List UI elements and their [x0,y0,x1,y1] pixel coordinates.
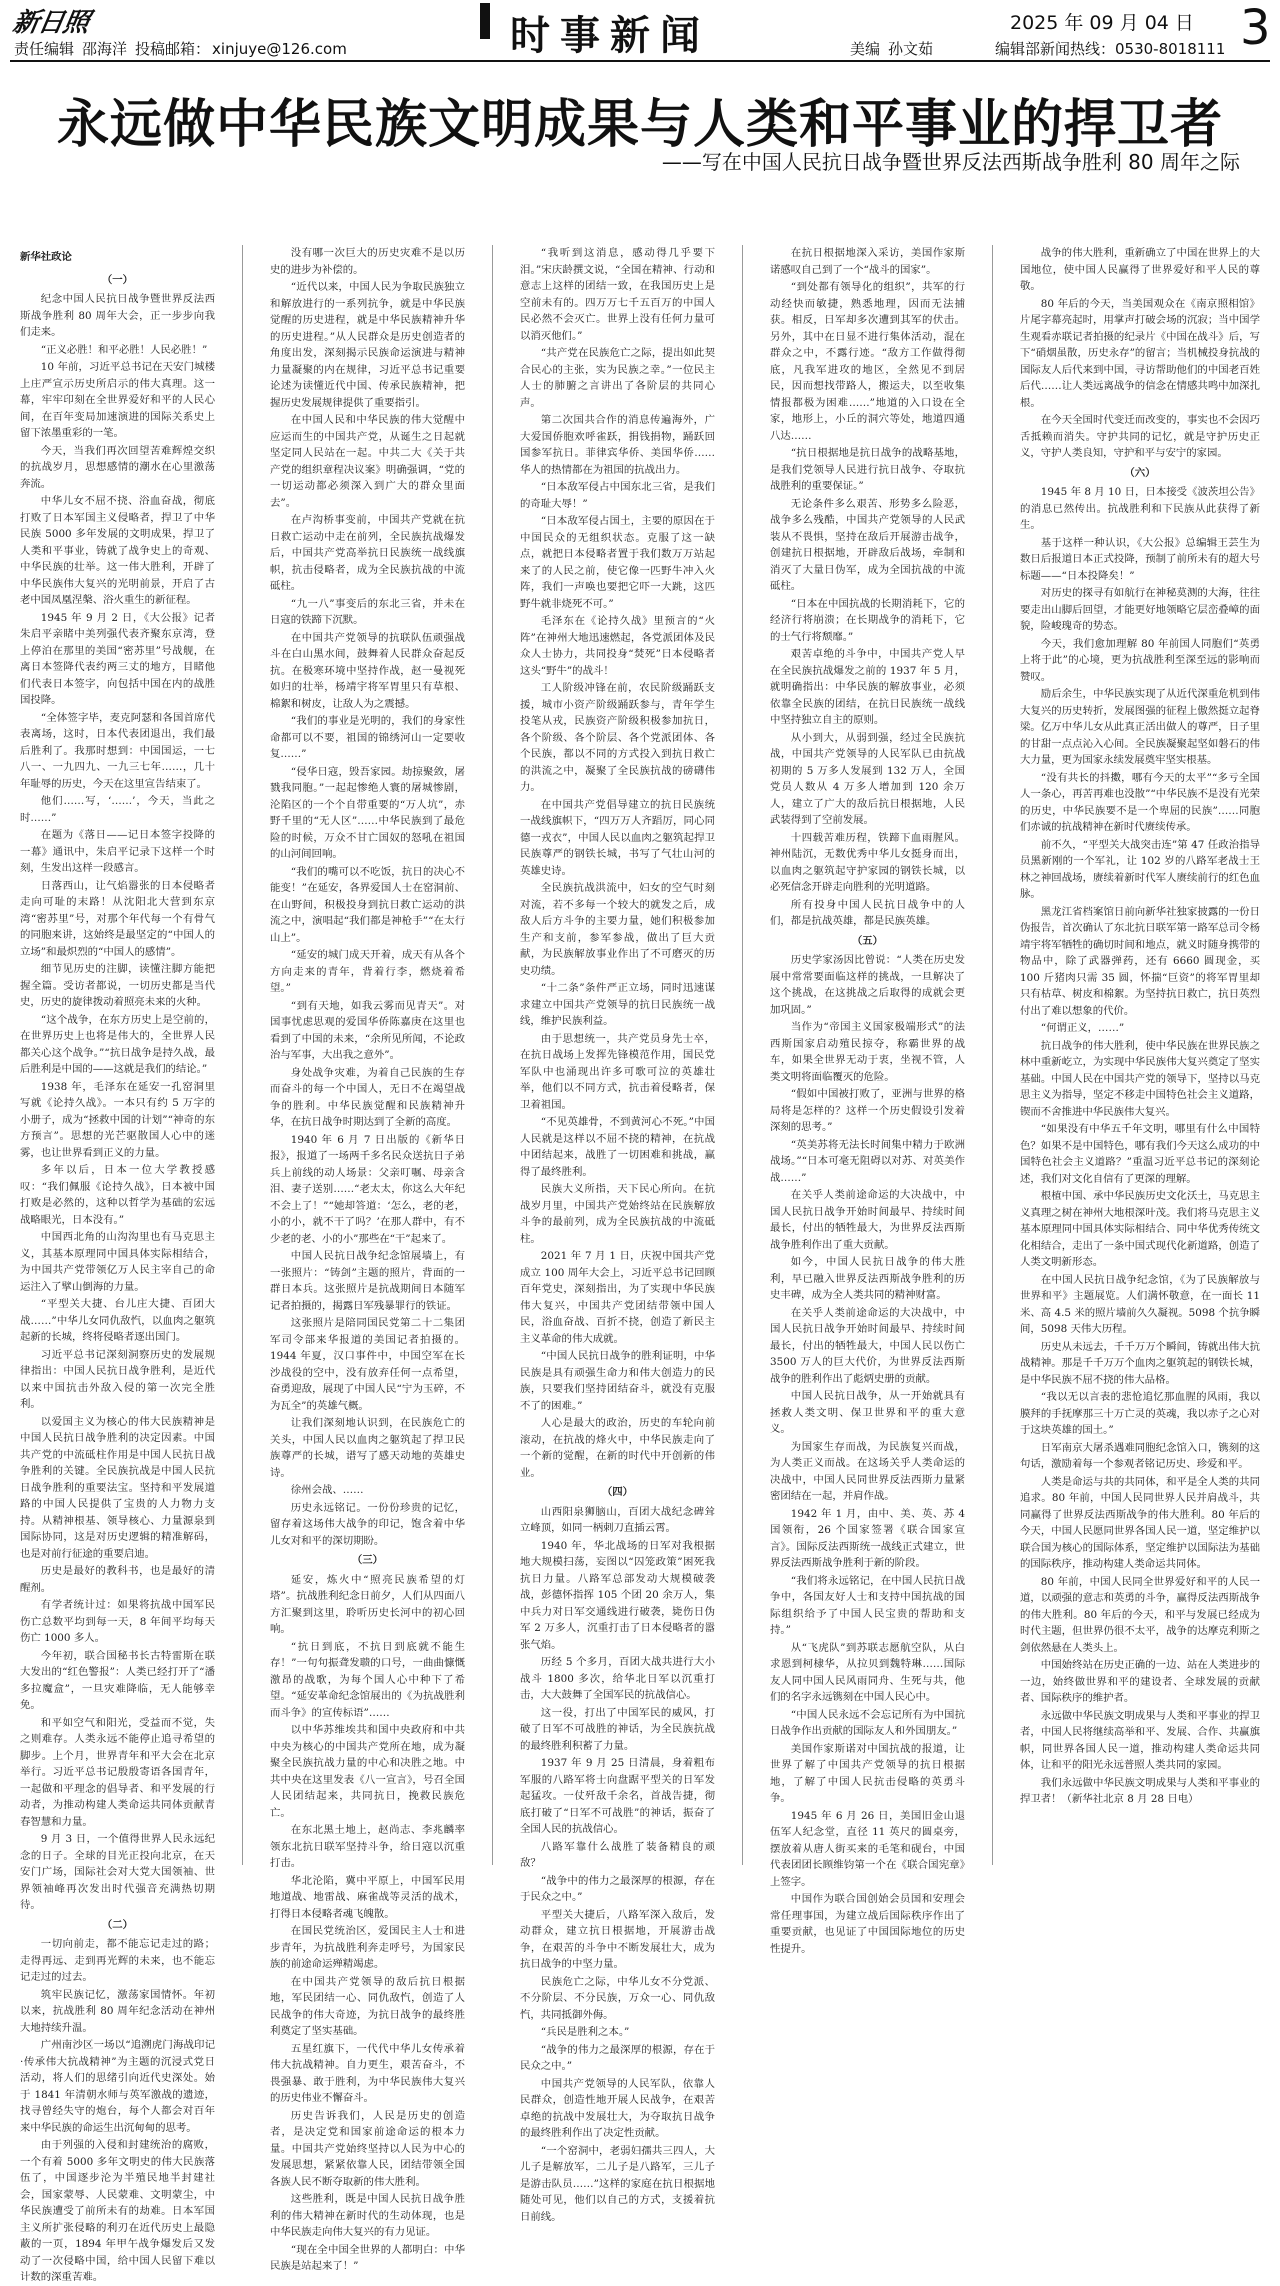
newspaper-logo: 新日照 [10,8,91,38]
article-paragraph: “十二条”条件严正立场，同时迅速谋求建立中国共产党领导的抗日民族统一战线，维护民族利益。 [520,982,715,1027]
section-number: （三） [351,1554,384,1566]
article-paragraph: 历史从未远去，千千万万个瞬间，铸就出伟大抗战精神。那是千千万万个血肉之躯筑起的钢铁长城，是中华民族不屈不挠的伟大品格。 [1020,1340,1260,1386]
article-paragraph: 当作为“帝国主义国家极端形式”的法西斯国家启动殖民掠夺，称霸世界的战车，如果全世界无动于衷，坐视不管，人类文明将面临覆灭的危险。 [770,1021,965,1083]
article-paragraph: 在卢沟桥事变前，中国共产党就在抗日救亡运动中走在前列，全民族抗战爆发后，中国共产党高举抗日民族统一战线旗帜，抗击侵略者，成为全民族抗战的中流砥柱。 [270,514,465,592]
article-paragraph: 日军南京大屠杀遇难同胞纪念馆入口，镌刻的这句话，激励着每一个参观者铭记历史、珍爱和平。 [1020,1441,1260,1470]
article-paragraph: 细节见历史的注脚，读懂注脚方能把握全篇。受访者都说，一切历史都是当代史，历史的旋律拨动着照亮未来的火种。 [20,963,215,1008]
article-column-4 [770,245,965,1955]
article-paragraph: 没有哪一次巨大的历史灾难不是以历史的进步为补偿的。 [270,247,465,276]
article-paragraph: 为国家生存而战，为民族复兴而战，为人类正义而战。在这场关乎人类命运的决战中，中国人民同世界反法西斯力量紧密团结在一起，并肩作战。 [770,1440,965,1502]
article-paragraph: 延安，炼火中“照亮民族希望的灯塔”。抗战胜利纪念日前夕，人们从四面八方汇聚到这里，聆听历史长河中的初心回响。 [270,1573,465,1635]
article-paragraph: 十四载苦难历程，铁蹄下血雨腥风。神州陆沉，无数优秀中华儿女挺身而出，以血肉之躯筑起守护家园的钢铁长城，以必死信念开辟走向胜利的光明道路。 [770,831,965,893]
article-paragraph: “假如中国被打败了，亚洲与世界的格局将是怎样的？这样一个历史假设引发着深刻的思考。” [770,1088,965,1133]
article-paragraph: “现在全中国全世界的人都明白：中华民族是站起来了！” [270,2243,465,2272]
article-paragraph: 今年初，联合国秘书长古特雷斯在联大发出的“红色警报”：人类已经打开了“潘多拉魔盒”，一旦灾难降临，无人能够幸免。 [20,1649,215,1711]
article-paragraph: “兵民是胜利之本。” [540,2026,630,2038]
article-paragraph: 在关乎人类前途命运的大决战中，中国人民抗日战争开始时间最早、持续时间最长，付出的牺牲最大，为世界反法西斯战争胜利作出了重大贡献。 [770,1189,965,1251]
issue-date: 2025 年 09 月 04 日 [1010,12,1194,34]
article-paragraph: 纪念中国人民抗日战争暨世界反法西斯战争胜利 80 周年大会，正一步步向我们走来。 [20,293,215,338]
article-paragraph: “中国人民抗日战争的胜利证明，中华民族是具有顽强生命力和伟大创造力的民族，只要我们坚持团结奋斗，就没有克服不了的困难。” [520,1350,715,1412]
article-paragraph: 对历史的探寻有如航行在神秘莫测的大海，往往要走出山脚后回望，才能更好地领略它层峦叠嶂的面貌，险峻瑰奇的势态。 [1020,587,1260,632]
article-paragraph: “战争的伟力之最深厚的根源，存在于民众之中。” [520,2043,715,2072]
article-paragraph: “抗日根据地是抗日战争的战略基地，是我们党领导人民进行抗日战争、夺取抗战胜利的重要保证。” [770,447,965,492]
article-paragraph: “平型关大捷、台儿庄大捷、百团大战……”中华儿女同仇敌忾，以血肉之躯筑起新的长城，终将侵略者逐出国门。 [20,1298,215,1343]
editor-info [14,38,355,59]
article-paragraph: 美国作家斯诺对中国抗战的报道，让世界了解了中国共产党领导的抗日根据地，了解了中国人民抗击侵略的英勇斗争。 [770,1742,965,1804]
article-paragraph: 2021 年 7 月 1 日，庆祝中国共产党成立 100 周年大会上，习近平总书记回顾百年党史，深刻指出，为了实现中华民族伟大复兴，中国共产党团结带领中国人民，浴血奋战、百折不挠，创造了新民主主义革命的伟大成就。 [520,1250,715,1345]
article-paragraph: 我们永远做中华民族文明成果与人类和平事业的捍卫者！（新华社北京 8 月 28 日电） [1020,1776,1260,1805]
section-number: （六） [1124,466,1156,479]
article-paragraph: 在题为《落日——记日本签字投降的一幕》通讯中，朱启平记录下这样一个时刻，生发出这样一段感言。 [20,829,215,874]
article-paragraph: “抗日到底，不抗日到底就不能生存！”一句句振聋发聩的口号，一曲曲慷慨激昂的战歌，为每个国人心中种下了希望。“延安革命纪念馆展出的《为抗战胜利而斗争》的宣传标语”…… [270,1640,465,1719]
article-paragraph: 在中国共产党领导的抗联队伍顽强战斗在白山黑水间，鼓舞着人民群众奋起反抗。在极寒环境中坚持作战，赵一曼视死如归的壮举，杨靖宇将军胃里只有草根、棉絮和树皮，让敌人为之震撼。 [270,631,465,710]
article-paragraph: 人心是最大的政治，历史的车轮向前滚动，在抗战的烽火中，中华民族走向了一个新的觉醒，在新的时代中开创新的伟业。 [520,1417,715,1479]
article-paragraph: “侵华日寇，毁吾家园。劫掠聚敛，屠戮我同胞。”一起起惨绝人寰的屠城惨剧，沦陷区的一个个自带重要的“万人坑”，赤野千里的“无人区”……中华民族到了最危险的时候，万众不甘亡国奴的怒吼在祖国的山河间回响。 [270,765,465,860]
article-paragraph: 华北沦陷，冀中平原上，中国军民用地道战、地雷战、麻雀战等灵活的战术，打得日本侵略者魂飞魄散。 [270,1874,465,1920]
article-paragraph: 这张照片是陪同国民党第二十二集团军司令部来华报道的美国记者拍摄的。1944 年夏，汉口事件中，中国空军在长沙战役的空中，没有放弃任何一点希望，奋勇迎敌，展现了中国人民“宁为玉碎，不为瓦全”的英雄气概。 [270,1317,465,1412]
article-paragraph: 战争的伟大胜利，重新确立了中国在世界上的大国地位，使中国人民赢得了世界爱好和平人民的尊敬。 [1020,247,1260,292]
article-paragraph: “日本敌军侵占国土，主要的原因在于中国民众的无组织状态。克服了这一缺点，就把日本侵略者置于我们数万万站起来了的人民之前，使它像一匹野牛冲入火阵，我们一声唤也要把它吓一大跳，这匹野牛就非烧死不可。” [520,515,715,610]
article-paragraph: 在中国共产党领导的敌后抗日根据地，军民团结一心、同仇敌忾，创造了人民战争的伟大奇迹，为抗日战争的最终胜利奠定了坚实基础。 [270,1975,465,2037]
article-paragraph: 八路军靠什么战胜了装备精良的顽敌？ [520,1840,715,1869]
article-paragraph: 工人阶级冲锋在前，农民阶级踊跃支援，城市小资产阶级踊跃参与，青年学生投笔从戎，民族资产阶级积极参加抗日，各个阶级、各个阶层、各个党派团体、各个民族，都以不同的方式投入到抗日救亡的洪流之中，凝聚了全民族抗战的磅礴伟力。 [520,682,715,793]
article-paragraph: 在今天全国时代变迁而改变的，事实也不会因巧舌抵赖而消失。守护共同的记忆，就是守护历史正义，守护人类良知，守护和平与安宁的家园。 [1020,414,1260,459]
article-paragraph: 身处战争灾难，为着自己民族的生存而奋斗的每一个中国人，无日不在竭望战争的胜利。中华民族觉醒和民族精神升华，在抗日战争时期达到了全新的高度。 [270,1066,465,1128]
article-paragraph: 日落西山，让气焰嚣张的日本侵略者走向可耻的末路！从沈阳北大营到东京湾“密苏里”号，对那个年代每一个有骨气的同胞来讲，这始终是最坚定的“中国人的立场”和最炽烈的“中国人的感情”。 [20,879,215,958]
article-subhead: ——写在中国人民抗日战争暨世界反法西斯战争胜利 80 周年之际 [661,150,1240,174]
article-paragraph: “日本敌军侵占中国东北三省，是我们的奇耻大辱！” [520,481,715,510]
article-paragraph: 1940 年 6 月 7 日出版的《新华日报》，报道了一场两千多名民众送抗日子弟兵上前线的动人场景：父亲叮嘱、母亲含泪、妻子送别……“老太太，你这么大年纪不会上了！”“她却答道：‘怎么，老的老，小的小，就不干了吗？’在那人群中，有不少老的老、小的小”那些在“干”起来了。 [270,1133,465,1245]
article-paragraph: 历经 5 个多月，百团大战共进行大小战斗 1800 多次，给华北日军以沉重打击，大大鼓舞了全国军民的抗战信心。 [520,1656,715,1701]
article-paragraph: 9 月 3 日，一个值得世界人民永远纪念的日子。全球的目光正投向北京，在天安门广场，国际社会对大党大国领袖、世界领袖峰再次发出时代强音充满热切期待。 [20,1833,215,1911]
article-paragraph: “我听到这消息，感动得几乎要下泪。”宋庆龄撰文说，“全国在精神、行动和意志上这样的团结一致，在我国历史上是空前未有的。四万万七千五百万的中国人民必然不会灭亡。世界上没有任何力量可以消灭他们。” [520,247,715,342]
designer-label: 美编 [850,40,881,58]
article-paragraph: 中国始终站在历史正确的一边、站在人类进步的一边，始终做世界和平的建设者、全球发展的贡献者、国际秩序的维护者。 [1020,1659,1260,1704]
article-paragraph: 历史是最好的教科书，也是最好的清醒剂。 [20,1565,215,1594]
article-paragraph: 中国共产党领导的人民军队，依靠人民群众，创造性地开展人民战争，在艰苦卓绝的抗战中发展壮大，为夺取抗日战争的最终胜利作出了决定性贡献。 [520,2077,715,2139]
article-paragraph: 1942 年 1 月，由中、美、英、苏 4 国领衔，26 个国家签署《联合国家宣言》。国际反法西斯统一战线正式建立，世界反法西斯战争胜利于新的阶段。 [770,1507,965,1569]
article-paragraph: 中国人民抗日战争纪念馆展墙上，有一张照片：“铸剑”主题的照片，背面的一群日本兵。这张照片是抗战期间日本随军记者拍摄的，揭露日军残暴罪行的铁证。 [270,1250,465,1312]
article-paragraph: 艰苦卓绝的斗争中，中国共产党人早在全民族抗战爆发之前的 1937 年 5 月，就明确指出：中华民族的解放事业，必须依靠全民族的团结，在抗日民族统一战线中坚持独立自主的原则。 [770,648,965,726]
article-paragraph: 历史告诉我们，人民是历史的创造者，是决定党和国家前途命运的根本力量。中国共产党始终坚持以人民为中心的发展思想，紧紧依靠人民，团结带领全国各族人民不断夺取新的伟大胜利。 [270,2109,465,2188]
article-paragraph: 筑牢民族记忆，激荡家国情怀。年初以来，抗战胜利 80 周年纪念活动在神州大地持续升温。 [20,1988,215,2034]
article-paragraph: 80 年前，中国人民同全世界爱好和平的人民一道，以顽强的意志和英勇的斗争，赢得反法西斯战争的伟大胜利。80 年后的今天，和平与发展已经成为时代主题，但世界仍很不太平，战争的达摩克利斯之剑依然悬在人类头上。 [1020,1575,1260,1654]
page-number: 3 [1240,0,1271,56]
article-paragraph: 永远做中华民族文明成果与人类和平事业的捍卫者，中国人民将继续高举和平、发展、合作、共赢旗帜，同世界各国人民一道，推动构建人类命运共同体，让和平的阳光永远普照人类共同的家园。 [1020,1709,1260,1771]
article-paragraph: 中华儿女不屈不挠、浴血奋战，彻底打败了日本军国主义侵略者，捍卫了中华民族 5000 多年发展的文明成果，捍卫了人类和平事业，铸就了战争史上的奇观、中华民族的壮举。这一伟大胜利，开辟了中华民族伟大复兴的光明前景，开启了古老中国凤凰涅槃、浴火重生的新征程。 [20,495,215,606]
article-paragraph: 平型关大捷后，八路军深入敌后，发动群众，建立抗日根据地，开展游击战争，在艰苦的斗争中不断发展壮大，成为抗日战争的中坚力量。 [520,1908,715,1970]
article-paragraph: 历史学家汤因比曾说：“人类在历史发展中常常要面临这样的挑战，一旦解决了这个挑战，在这挑战之后取得的成就会更加巩固。” [770,954,965,1016]
section-number: （五） [851,934,884,947]
article-paragraph: 民族大义所指，天下民心所向。在抗战岁月里，中国共产党始终站在民族解放斗争的最前列，成为全民族抗战的中流砥柱。 [520,1183,715,1245]
section-number: （四） [601,1486,634,1498]
article-paragraph: 他们……写，‘……’，今天，当此之时……” [20,795,215,824]
article-paragraph: 基于这样一种认识，《大公报》总编辑王芸生为数日后报道日本正式投降，预制了前所未有的超大号标题——“日本投降矣！” [1020,536,1260,582]
article-paragraph: 在东北黑土地上，赵尚志、李兆麟率领东北抗日联军坚持斗争，给日寇以沉重打击。 [270,1824,465,1869]
news-hotline: 编辑部新闻热线：0530-8018111 [995,40,1226,58]
section-number: （二） [101,1918,134,1931]
email-label: 投稿邮箱： [135,40,211,58]
article-paragraph: 从小到大，从弱到强，经过全民族抗战，中国共产党领导的人民军队已由抗战初期的 5 万多人发展到 132 万人，全国党员人数从 4 万多人增加到 120 余万人，建立了广大的敌后抗日根据地，人民武装得到了空前发展。 [770,731,965,826]
article-paragraph: 在关乎人类前途命运的大决战中，中国人民抗日战争开始时间最早、持续时间最长，付出的牺牲最大，中国人民以伤亡 3500 万人的巨大代价，为世界反法西斯战争的胜利作出了彪炳史册的贡献。 [770,1306,965,1385]
article-paragraph: 由于列强的入侵和封建统治的腐败，一个有着 5000 多年文明史的伟大民族落伍了，中国逐步沦为半殖民地半封建社会，国家蒙辱、人民蒙难、文明蒙尘，中华民族遭受了前所未有的劫难。日本军国主义所扩张侵略的利刃在近代历史上最隐蔽的一页，1894 年甲午战争爆发后又发动了一次侵略中国，给中国人民留下难以计数的深重苦难。 [20,2139,215,2283]
article-paragraph: “一个窑洞中，老弱妇孺共三四人，大儿子是解放军，二儿子是八路军，三儿子是游击队员……”这样的家庭在抗日根据地随处可见，他们以自己的方式，支援着抗日前线。 [520,2144,715,2223]
article-paragraph: 山西阳泉狮脑山，百团大战纪念碑耸立峰顶，如同一柄刺刀直插云霄。 [520,1505,715,1534]
article-paragraph: 1937 年 9 月 25 日清晨，身着粗布军服的八路军将士向盘踞平型关的日军发起猛攻。一仗歼敌千余名，首战告捷，彻底打破了“日军不可战胜”的神话，振奋了全国人民的抗战信心。 [520,1757,715,1835]
column-divider [742,245,743,1865]
article-paragraph: 历史永远铭记。一份份珍贵的记忆，留存着这场伟大战争的印记，饱含着中华儿女对和平的深切期盼。 [270,1501,465,1547]
article-paragraph: “到处都有领导化的组织”，共军的行动经快而敏捷，熟悉地理，因而无法捕获。相反，日军却多次遭到其军的伏击。另外，其中在日显不进行集体活动，混在群众之中，不露行迹。“敌方工作做得彻底，凡我军进攻的地区，全然见不到居民，因而想找带路人，搬运夫，以至收集情报都极为困难……”地道的入口设在全家，地形上，小丘的洞穴等处，地道四通八达…… [770,281,965,442]
article-paragraph: 全民族抗战洪流中，妇女的空气时刻对流，若不多每一个较大的就发之后，成敌人后方斗争的主要力量，她们积极参加生产和支前，参军参战，做出了巨大贡献，为民族解放事业作出了不可磨灭的历史功绩。 [520,882,715,977]
article-paragraph: “中国人民永远不会忘记所有为中国抗日战争作出贡献的国际友人和外国朋友。” [770,1708,965,1737]
article-paragraph: 80 年后的今天，当美国观众在《南京照相馆》片尾字幕亮起时，用掌声打破会场的沉寂；当中国学生观看赤联记者拍摄的纪录片《中国在战斗》后，写下“硝烟虽散，历史永存”的留言；当机械投身抗战的国际友人后代来到中国，寻访帮助他们的中国老百姓后代……让人类远离战争的信念在情感共鸣中加深扎根。 [1020,297,1260,409]
article-paragraph: “英美苏将无法长时间集中精力于欧洲战场。”“日本可毫无阻碍以对苏、对英美作战……” [770,1138,965,1184]
article-paragraph: 民族危亡之际，中华儿女不分党派、不分阶层、不分民族，万众一心、同仇敌忾，共同抵御外侮。 [520,1975,715,2021]
article-paragraph: “没有共长的抖擞，哪有今天的太平”“多亏全国人一条心，再苦再难也没散”“中华民族不是没有光荣的历史，中华民族要不是一个卑屈的民族”……同胞们赤诚的抗战精神在新时代赓续传承。 [1020,771,1260,833]
article-paragraph: “共产党在民族危亡之际，提出如此契合民心的主张，实为民族之幸。”一位民主人士的肺腑之言讲出了各阶层的共同心声。 [520,347,715,409]
article-paragraph: “到有天地，如我云雾而见青天”。对国事忧虑思观的爱国华侨陈嘉庚在这里也看到了中国的未来，“余所见所闻，不论政治与军事，大出我之意外”。 [270,999,465,1061]
article-paragraph: 中国西北角的山沟沟里也有马克思主义，其基本原理同中国具体实际相结合，为中国共产党带领亿万人民主宰自己的命运注入了擘山倒海的力量。 [20,1231,215,1293]
article-paragraph: 10 年前，习近平总书记在天安门城楼上庄严宣示历史所启示的伟大真理。这一幕，牢牢印刻在全世界爱好和平的人民心间，在百年变局加速演进的国际关系史上留下浓墨重彩的一笔。 [20,361,215,439]
article-paragraph: “不见英雄骨，不到黄河心不死。”中国人民就是这样以不屈不挠的精神，在抗战中团结起来，战胜了一切困难和挑战，赢得了最终胜利。 [520,1116,715,1178]
masthead [10,0,1271,59]
article-headline: 永远做中华民族文明成果与人类和平事业的捍卫者 [56,95,1223,155]
article-paragraph: 人类是命运与共的共同体，和平是全人类的共同追求。80 年前，中国人民同世界人民并肩战斗，共同赢得了世界反法西斯战争的伟大胜利。80 年后的今天，中国人民愿同世界各国人民一道，坚定维护以联合国为核心的国际体系，坚定维护以国际法为基础的国际秩序，推动构建人类命运共同体。 [1020,1475,1260,1570]
article-paragraph: 在中国人民抗日战争纪念馆，《为了民族解放与世界和平》主题展览。人们满怀敬意，在一面长 11 米、高 4.5 米的照片墙前久久凝视。5098 个抗争瞬间，5098 天伟大历程。 [1020,1273,1260,1335]
column-divider [242,245,243,1865]
article-paragraph: 五星红旗下，一代代中华儿女传承着伟大抗战精神。自力更生，艰苦奋斗，不畏强暴、敢于胜利，为中华民族伟大复兴的历史伟业不懈奋斗。 [270,2042,465,2104]
article-paragraph: 前不久，“平型关大战突击连”第 47 任政治指导员黑新刚的一个军礼，让 102 岁的八路军老战士王林之神回战场，赓续着新时代军人赓续前行的红色血脉。 [1020,838,1260,900]
article-paragraph: “我们将永远铭记，在中国人民抗日战争中，各国友好人士和支持中国抗战的国际组织给予了中国人民宝贵的帮助和支持。” [770,1574,965,1636]
article-paragraph: 让我们深刻地认识到，在民族危亡的关头，中国人民以血肉之躯筑起了捍卫民族尊严的长城，谱写了感天动地的英雄史诗。 [270,1417,465,1479]
article-paragraph: “战争中的伟力之最深厚的根源，存在于民众之中。” [520,1874,715,1903]
article-paragraph: 1945 年 9 月 2 日，《大公报》记者朱启平亲睹中美列强代表齐聚东京湾，登上停泊在那里的美国“密苏里”号战舰，在离日本签降代表约两三丈的地方，目睹他们代表日本签字，向包括中国在内的战胜国投降。 [20,611,215,706]
article-paragraph: 以爱国主义为核心的伟大民族精神是中国人民抗日战争胜利的决定因素。中国共产党的中流砥柱作用是中国人民抗日战争胜利的关键。全民族抗战是中国人民抗日战争胜利的重要法宝。坚持和平发展道路的中国人民提供了宝贵的人力物力支持。从精神根基、领导核心、力量源泉到国际协同，这是对历史逻辑的精准解码，也是对前行征途的重要启迪。 [20,1415,215,1560]
article-paragraph: 和平如空气和阳光，受益而不觉，失之则难存。人类永远不能停止追寻希望的脚步。上个月，世界青年和平大会在北京举行。习近平总书记殷殷寄语各国青年，一起做和平理念的倡导者、和平发展的行动者，为推动构建人类命运共同体贡献青春智慧和力量。 [20,1716,215,1828]
article-paragraph: 在国民党统治区，爱国民主人士和进步青年，为抗战胜利奔走呼号，为国家民族的前途命运殚精竭虑。 [270,1925,465,1970]
article-paragraph: 习近平总书记深刻洞察历史的发展规律指出：中国人民抗日战争胜利，是近代以来中国抗击外敌入侵的第一次完全胜利。 [20,1348,215,1410]
editor-name: 邵海洋 [82,40,128,58]
article-paragraph: 多年以后，日本一位大学教授感叹：“我们佩服《论持久战》，日本被中国打败是必然的，这种以哲学为基础的宏远战略眼光，日本没有。” [20,1164,215,1226]
article-paragraph: “我以无以言表的悲怆追忆那血腥的风雨，我以膜拜的手抚摩那三十万亡灵的英魂，我以赤子之心对于这块英雄的国土。” [1020,1391,1260,1436]
article-paragraph: 在中国共产党倡导建立的抗日民族统一战线旗帜下，“四万万人齐蹈厉，同心同德一戎衣”，中国人民以血肉之躯筑起捍卫民族尊严的钢铁长城，书写了气壮山河的英雄史诗。 [520,798,715,877]
email-address: xinjuye@126.com [212,40,347,58]
editor-label: 责任编辑 [14,40,75,58]
article-paragraph: 有学者统计过：如果将抗战中国军民伤亡总数平均到每一天，8 年间平均每天伤亡 1000 多人。 [20,1599,215,1644]
article-paragraph: 一切向前走，都不能忘记走过的路；走得再远、走到再光辉的未来，也不能忘记走过的过去。 [20,1938,215,1983]
article-paragraph: 从“飞虎队”到苏联志愿航空队，从白求恩到柯棣华，从拉贝到魏特琳……国际友人同中国人民风雨同舟、生死与共，他们的名字永远镌刻在中国人民心中。 [770,1641,965,1703]
article-paragraph: 1938 年，毛泽东在延安一孔窑洞里写就《论持久战》。一本只有约 5 万字的小册子，成为“拯救中国的计划”“神奇的东方预言”。思想的光芒驱散国人心中的迷雾，也让世界看到正义的力量。 [20,1080,215,1159]
article-body [20,245,1260,2283]
article-paragraph: “我们的嘴可以不吃饭，抗日的决心不能变！”在延安，各界爱国人士在窑洞前、在山野间，积极投身到抗日救亡运动的洪流之中，演唱起“我们都是神枪手”“在太行山上”。 [270,865,465,944]
article-paragraph: 如今，中国人民抗日战争的伟大胜利，早已融入世界反法西斯战争胜利的历史丰碑，成为全人类共同的精神财富。 [770,1256,965,1301]
article-paragraph: “何谓正义，……” [1040,1022,1125,1034]
article-paragraph: 励后余生，中华民族实现了从近代深重危机到伟大复兴的历史转折，发展图强的征程上傲然挺立起脊梁。亿万中华儿女从此真正活出做人的尊严，日子里的甘甜一点点沁入心间。全民族凝聚起坚如磐石的伟大力量，更为国家永续发展奠牢坚实根基。 [1020,688,1260,766]
article-paragraph: 无论条件多么艰苦、形势多么险恶，战争多么残酷，中国共产党领导的人民武装从不畏惧，坚持在敌后开展游击战争，创建抗日根据地，开辟敌后战场，牵制和消灭了大量日伪军，成为全国抗战的中流砥柱。 [770,497,965,592]
article-paragraph: “如果没有中华五千年文明，哪里有什么中国特色？如果不是中国特色，哪有我们今天这么成功的中国特色社会主义道路？”重温习近平总书记的深刻论述，我们对文化自信有了更深的理解。 [1020,1123,1260,1185]
article-paragraph: “日本在中国抗战的长期消耗下，它的经济行将崩溃；在长期战争的消耗下，它的士气行将颓靡。” [770,597,965,643]
article-paragraph: 中国人民抗日战争，从一开始就具有拯救人类文明、保卫世界和平的重大意义。 [770,1390,965,1435]
article-paragraph: 在中国人民和中华民族的伟大觉醒中应运而生的中国共产党，从诞生之日起就坚定同人民站在一起。中共二大《关于共产党的组织章程决议案》明确强调，“党的一切运动都必须深入到广大的群众里面去”。 [270,414,465,509]
article-column-3 [520,245,715,2223]
article-paragraph: 这些胜利，既是中国人民抗日战争胜利的伟大精神在新时代的生动体现，也是中华民族走向伟大复兴的有力见证。 [270,2193,465,2238]
article-paragraph: 1945 年 8 月 10 日，日本接受《波茨坦公告》的消息已然传出。抗战胜利和下民族从此获得了新生。 [1020,486,1260,531]
article-paragraph: 毛泽东在《论持久战》里预言的“火阵”在神州大地迅速燃起，各党派团体及民众人士协力，共同投身“焚死”日本侵略者这头“野牛”的战斗！ [520,615,715,677]
article-paragraph: 1940 年，华北战场的日军对我根据地大规模扫荡，妄图以“囚笼政策”困死我抗日力量。八路军总部发动大规模破袭战，彭德怀指挥 105 个团 20 余万人，集中兵力对日军交通线进行破袭，毙伤日伪军 2 万多人，沉重打击了日本侵略者的嚣张气焰。 [520,1539,715,1651]
article-column-2 [270,245,465,2272]
article-paragraph: 抗日战争的伟大胜利，使中华民族在世界民族之林中重新屹立，为实现中华民族伟大复兴奠定了坚实基础。中国人民在中国共产党的领导下，坚持以马克思主义为指导，坚定不移走中国特色社会主义道路，锲而不舍推进中华民族伟大复兴。 [1020,1039,1260,1118]
article-paragraph: “九一八”事变后的东北三省，并未在日寇的铁蹄下沉默。 [270,597,465,626]
column-divider [492,245,493,1865]
article-paragraph: 第二次国共合作的消息传遍海外，广大爱国侨胞欢呼雀跃，捐钱捐物，踊跃回国参军抗日。菲律宾华侨、美国华侨……华人的热情都在为祖国的抗战出力。 [520,414,715,476]
article-byline: 新华社政论 [20,251,72,263]
article-paragraph: 这一役，打出了中国军民的威风，打破了日军不可战胜的神话，为全民族抗战的最终胜利积蓄了力量。 [520,1706,715,1752]
article-paragraph: 1945 年 6 月 26 日，美国旧金山退伍军人纪念堂，直径 11 英尺的圆桌旁，摆放着从唐人街买来的毛笔和砚台，中国代表团团长顾维钧第一个在《联合国宪章》上签字。 [770,1809,965,1888]
article-paragraph: 广州南沙区一场以“追溯虎门海战印记·传承伟大抗战精神”为主题的沉浸式党日活动，将人们的思绪引向近代史深处。始于 1841 年清朝水师与英军激战的遗迹，找寻曾经失守的炮台，每个人都会对百年来中华民族的命运生出沉甸甸的思考。 [20,2039,215,2134]
article-column-5 [1020,245,1260,1865]
article-paragraph: “这个战争，在东方历史上是空前的，在世界历史上也将是伟大的，全世界人民都关心这个战争。”“抗日战争是持久战，最后胜利是中国的——这就是我们的结论。” [20,1013,215,1075]
article-paragraph: 在抗日根据地深入采访，美国作家斯诺感叹自己到了一个“战斗的国家”。 [770,247,965,276]
article-paragraph: “延安的城门成天开着，成天有从各个方向走来的青年，背着行李，燃烧着希望。” [270,949,465,994]
article-paragraph: 中国作为联合国创始会员国和安理会常任理事国，为建立战后国际秩序作出了重要贡献，也见证了中国国际地位的历史性提升。 [770,1893,965,1955]
article-paragraph: 今天，我们愈加理解 80 年前国人同胞们“英勇上将于此”的心境，更为抗战胜利至深至远的影响而赞叹。 [1020,637,1260,683]
article-paragraph: “正义必胜！和平必胜！人民必胜！” [40,343,208,356]
article-column-1 [20,245,215,2283]
article-paragraph: 黑龙江省档案馆日前向新华社独家披露的一份日伪报告，首次确认了东北抗日联军第一路军总司令杨靖宇将军牺牲的确切时间和地点，就义时随身携带的物品中，除了武器弹药，还有 6660 圆现金，买 100 斤猪肉只需 35 圆，怀揣“巨资”的将军胃里却只有枯草、树皮和棉絮。为坚持抗日救亡，抗日英烈付出了难以想象的代价。 [1020,905,1260,1017]
article-paragraph: 徐州会战、…… [290,1484,364,1496]
header-divider [10,60,1270,62]
article-paragraph: 今天，当我们再次回望苦难辉煌交织的抗战岁月，思想感情的潮水在心里激荡奔流。 [20,444,215,490]
article-paragraph: 根植中国、承中华民族历史文化沃土，马克思主义真理之树在神州大地根深叶茂。我们将马克思主义基本原理同中国具体实际相结合、同中华优秀传统文化相结合，走出了一条中国式现代化新道路，创造了人类文明新形态。 [1020,1190,1260,1268]
column-divider [992,245,993,1865]
designer-name: 孙文茹 [888,40,934,58]
article-paragraph: “近代以来，中国人民为争取民族独立和解放进行的一系列抗争，就是中华民族觉醒的历史进程，就是中华民族精神升华的历史进程。”从人民群众是历史创造者的角度出发，深刻揭示民族命运演进与精神力量凝聚的内在规律，习近平总书记重要论述为读懂近代中国、传承民族精神，把握历史发展规律提供了重要指引。 [270,281,465,409]
article-paragraph: 所有投身中国人民抗日战争中的人们，都是抗战英雄，都是民族英雄。 [770,898,965,927]
article-paragraph: “全体签字毕，麦克阿瑟和各国首席代表离场，这时，日本代表团退出，我们最后胜利了。我那时想到：中国国运，一七八一、一九四九、一九三七年……，几十年耻辱的历史，今天在这里宣告结束了。 [20,711,215,790]
article-paragraph: 以中华苏维埃共和国中央政府和中共中央为核心的中国共产党所在地，成为凝聚全民族抗战力量的中心和决胜之地。中共中央在这里发表《八一宣言》，号召全国人民团结起来，共同抗日，挽救民族危亡。 [270,1724,465,1819]
section-title: 时事新闻 [510,13,710,59]
designer-info [850,38,933,59]
article-paragraph: 由于思想统一，共产党员身先士卒，在抗日战场上发挥先锋模范作用，国民党军队中也涌现出许多可歌可泣的英雄壮举，他们以不同方式，抗击着侵略者，保卫着祖国。 [520,1032,715,1111]
section-number: （一） [101,273,134,286]
article-paragraph: “我们的事业是光明的，我们的身家性命都可以不要，祖国的锦绣河山一定要收复……” [270,715,465,760]
